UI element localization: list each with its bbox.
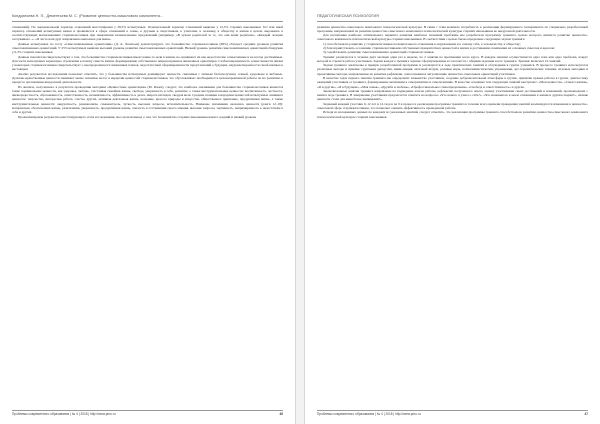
right-page [304, 0, 600, 424]
paragraph: отношений). По эмоциональной характер отношений констатирован у 28,3% испытуемых. Отрицательный характер отношений выявлен у 12,5% старших школьников. Тот или иной характер отношений испытуемых важен и проявляется в сфере отношений к семье, к друзьям и сверстникам, к учителям, к человеку, к обществу и жизни в целом, выражаясь в соответствующих высказываниях старшеклассников при завершении незаконченных предложений (например: «В чужом родителей за то, что они ваши родители», «Каждый человек заслуживает...», «Я часто наш друг направленно выполнен для меня». [12, 24, 283, 42]
right-page-footer [317, 410, 588, 417]
page-number: 47 [584, 412, 588, 416]
journal-footer-text: Проблемы современного образования | № 4 | 2018 | http://www.pmo.ru [12, 412, 116, 416]
left-page [0, 0, 296, 424]
paragraph: Заключительные занятия тренинга направлены на подведение итогов работы, рефлексию полученного опыта, оценку участниками своих достижений и изменений, произошедших с ними в ходе тренинга. В завершение участникам предлагается ответить на вопросы: «Что нового я узнал о себе?», «Что изменилось в моем отношении к жизни и другим людям?», «Какие ценности стали для меня более значимыми?». [317, 88, 588, 102]
paragraph: Данные показатели свидетельствуют о том, что большинство старшеклассников имеет какие-то цели в жизни, но оценивают их как недостаточно осмысленные и не всегда достижимые. Для части испытуемых характерно стремление к поиску смысла жизни, формированию собственного мировоззрения и жизненных ориентиров. Слабая выраженность осмысленности жизни у некоторых старшеклассников свидетельствует о неопределенности жизненных планов, недостаточной сформированности представлений о будущем, неудовлетворенности своей жизнью в настоящем. [12, 54, 283, 72]
paragraph: Тренинг реализуется в течение двух месяцев один раз в неделю, по 2 занятия на протяжении всего курса. В каждом занятии осуществляется одна тема или одна проблема, вокруг которой и строится работа участников. Задачи каждого тренинга заранее сформулированы и сочетаются с общими задачами всего тренинга. Тренинг включает 16 занятий. [317, 54, 588, 63]
page-number: 46 [279, 412, 283, 416]
paragraph: Данные испытуемых по тесту «Смысложизненные ориентации» (Д. А. Леонтьев) демонстрируют, что большинство старшеклассников (68%) обладает средним уровнем развития смысложизненных ориентаций. У 25% испытуемых выявлен высокий уровень развития смысложизненных ориентаций. Низкий уровень развития смысложизненных ориентаций обнаружен у 6,3% старших школьников. [12, 41, 283, 55]
right-page-body [317, 25, 588, 397]
paragraph: 3) содействовать развитию смысложизненных ориентаций старшеклассников. [323, 50, 435, 55]
running-head-authors: Кондратьева Н. П., Дементьева М. С. (Развитие ценностно-смыслового компонента... [12, 14, 283, 22]
paragraph: Анализ результатов исследования позволяет отметить, что у большинства испытуемых доминируют ценности, связанные с личным благополучием, семьей, здоровьем и любовью. Духовно-нравственные ценности занимают менее значимое место в иерархии ценностей старшеклассников, что обусловливает необходимость целенаправленной работы по их развитию в процессе организации внеурочной деятельности. [12, 71, 283, 85]
paragraph: Исходя из изложенных данных по каждому из указанных занятий, следует отметить, что реализация программы тренинга способствовала развитию ценностно-смыслового компонента психологической культуры старших школьников. [317, 110, 588, 119]
paragraph: 2) благоприятствовать осознанию старшеклассниками собственных приоритетных ценностей в жизни и достижению понимания их основных смыслов и идеалов; [323, 46, 555, 50]
paragraph: Задачи тренинга заключены в прямую разработанной программе и реализуются в ходе практических занятий и обсуждения в группе учащихся. В процессе тренинга используются различные методы и приемы: групповая дискуссия, мини-лекция, мозговой штурм, ролевые игры, психогимнастические упражнения, арт-терапевтические техники, игровые методики и проективные методы, направленные на развитие рефлексии, самосознания и актуализацию ценностно-смысловых ориентаций участников. [317, 63, 588, 76]
paragraph: Для воспитания наиболее оптимального варианта развития наиболее значимой проблемы мы разработали программу тренинга, целью которого является развитие ценностно-смыслового компонента психологической культуры старших школьников. В соответствии с целью были определены следующие задачи тренинга: [317, 33, 588, 42]
paragraph: Из анализа, полученного в результате проведения методики «Ценностные ориентации» (М. Рокич), следует, что наиболее значимыми для большинства старшеклассников являются такие терминальные ценности, как здоровье, любовь, счастливая семейная жизнь, свобода, уверенность в себе, развитие, а также инструментальные ценности: воспитанность, честность, жизнерадостность, образованность, ответственность, независимость, эффективность в делах, широта взглядов, твердая воля. Средние позиции в иерархии ценностей испытуемых занимают ценности: творчество, интересная работа, счастье других, активная деятельная жизнь, познание, красота природы и искусства, общественное признание, продуктивная жизнь, а также инструментальные ценности: аккуратность, рационализм, самоконтроль, чуткость, высокие запросы, исполнительность. Наименее значимыми оказались ценности (ранги 12–18): материально обеспеченная жизнь, развлечения, уверенность, продуктивная жизнь, смелость в отстаивании своего мнения, высокие запросы, терпимость, непримиримость к недостаткам в себе и других. [12, 84, 283, 115]
paragraph: Заданный каждый участник 9–12 лет и 12-ти раз на 9 в процессе реализации программы тренинга в течение всего времени проведения занятий анализируются изменения в ценностно-смысловой сфере старшеклассников, что позволяет оценить эффективность проведенной работы. [317, 101, 588, 110]
paragraph: Проанализировав результаты констатирующего этапа исследования, мы сделали вывод о том, что большинство старших школьников имеют средний и низкий уровень [18, 114, 257, 119]
paragraph: развития ценностно-смыслового компонента психологической культуры. В связи с этим возникла потребность в реализации формирующего эксперимента по специально разработанной программе, направленной на развитие ценностно-смыслового компонента психологической культуры старших школьников во внеурочной деятельности. [317, 24, 588, 33]
left-page-footer [12, 410, 283, 417]
paragraph: 1) способствовать развитию у старшеклассников положительного отношения к окружающим и к самому себе, к человечеству, к обществу; [323, 41, 521, 46]
left-page-body [12, 25, 283, 397]
running-head-section: ПЕДАГОГИЧЕСКАЯ ПСИХОЛОГИЯ [317, 14, 588, 22]
journal-footer-text: Проблемы современного образования | № 4 | 2018 | http://www.pmo.ru [317, 412, 421, 416]
paragraph: В качестве задач первого занятия тренинга мы определили: знакомство участников, создание доброжелательной атмосферы в группе, принятие правил работы в группе, диагностику ожиданий участников от тренинга, формирование мотивации к саморазвитию и самопознанию. В качестве основных тем следующих занятий выступают: «Мои ценности», «Смысл жизни», «Я и другие», «Я в будущем», «Моя семья», «Дружба и любовь», «Профессиональное самоопределение», «Свобода и ответственность» и другие. [317, 75, 588, 89]
